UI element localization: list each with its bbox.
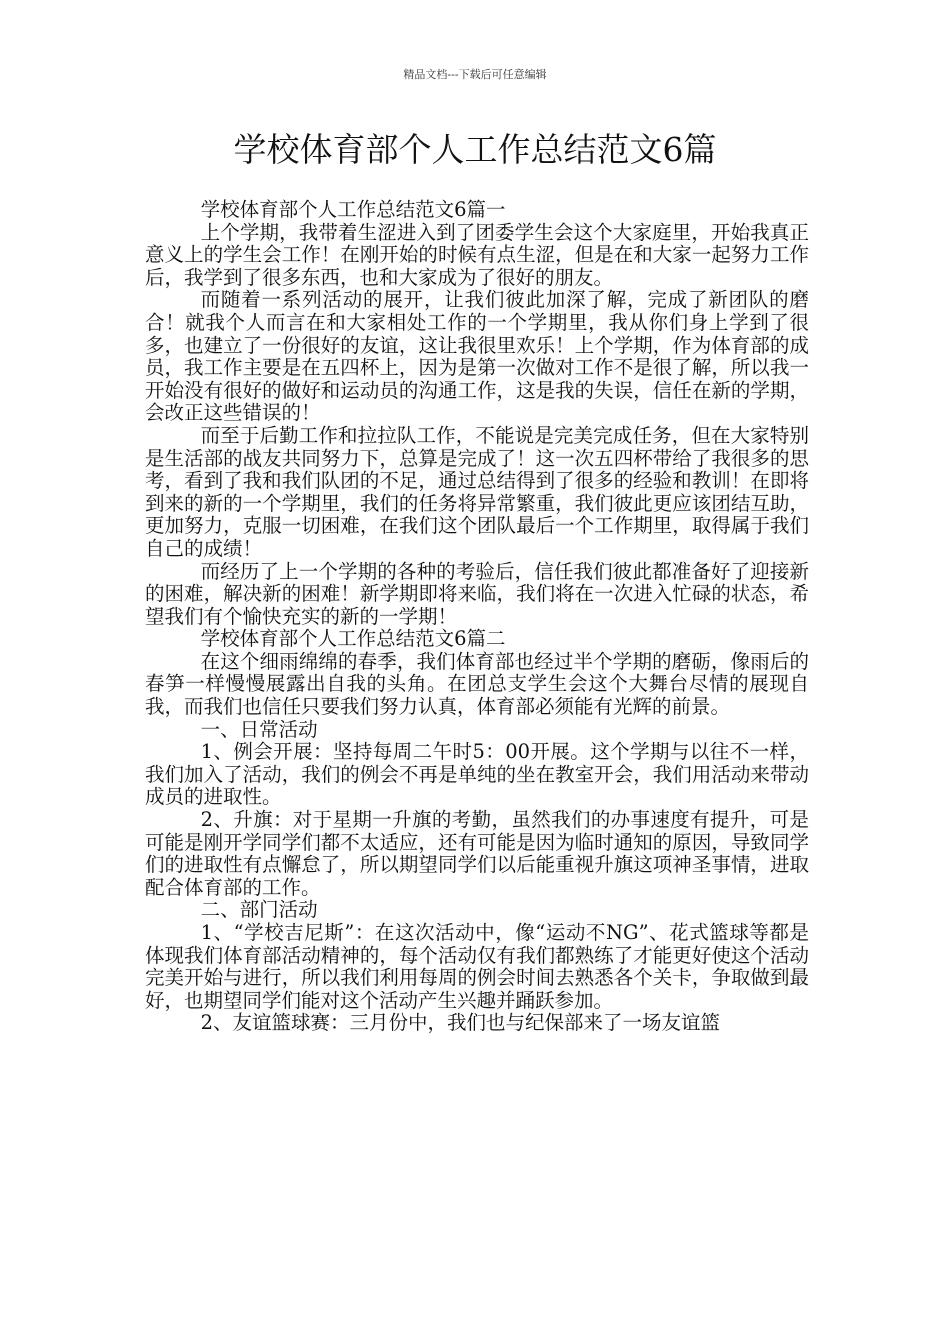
- document-body: [145, 199, 809, 1035]
- document-title: 学校体育部个人工作总结范文6篇: [233, 130, 717, 169]
- paragraph: 而随着一系列活动的展开，让我们彼此加深了解，完成了新团队的磨合！就我个人而言在和大家相处工作的一个学期里，我从你们身上学到了很多，也建立了一份很好的友谊，这让我很里欢乐！上个学期，作为体育部的成员，我工作主要是在五四杯上，因为是第一次做对工作不是很了解，所以我一开始没有很好的做好和运动员的沟通工作，这是我的失误，信任在新的学期，会改正这些错误的！: [145, 288, 809, 425]
- subheading-daily-activities: 一、日常活动: [200, 717, 318, 741]
- subheading-department-activities: 二、部门活动: [200, 898, 318, 922]
- paragraph: 上个学期，我带着生涩进入到了团委学生会这个大家庭里，开始我真正意义上的学生会工作！在刚开始的时候有点生涩，但是在和大家一起努力工作后，我学到了很多东西，也和大家成为了很好的朋友。: [145, 220, 809, 289]
- paragraph: 而至于后勤工作和拉拉队工作，不能说是完美完成任务，但在大家特别是生活部的战友共同努力下，总算是完成了！这一次五四杯带给了我很多的思考，看到了我和我们队团的不足，通过总结得到了很多的经验和教训！在即将到来的新的一个学期里，我们的任务将异常繁重，我们彼此更应该团结互助，更加努力，克服一切困难，在我们这个团队最后一个工作期里，取得属于我们自己的成绩！: [145, 423, 809, 560]
- paragraph: 而经历了上一个学期的各种的考验后，信任我们彼此都准备好了迎接新的困难，解决新的困难！新学期即将来临，我们将在一次进入忙碌的状态，希望我们有个愉快充实的新的一学期！: [145, 559, 809, 628]
- paragraph: 2、升旗：对于星期一升旗的考勤，虽然我们的办事速度有提升，可是可能是刚开学同学们都不太适应，还有可能是因为临时通知的原因，导致同学们的进取性有点懈怠了，所以期望同学们以后能重视升旗这项神圣事情，进取配合体育部的工作。: [145, 808, 809, 899]
- section-heading-2: 学校体育部个人工作总结范文6篇二: [200, 627, 506, 651]
- paragraph: 在这个细雨绵绵的春季，我们体育部也经过半个学期的磨砺，像雨后的春笋一样慢慢展露出自我的头角。在团总支学生会这个大舞台尽情的展现自我，而我们也信任只要我们努力认真，体育部必须能有光辉的前景。: [145, 649, 809, 719]
- paragraph: 1、“学校吉尼斯”：在这次活动中，像“运动不NG”、花式篮球等都是体现我们体育部活动精神的，每个活动仅有我们都熟练了才能更好使这个活动完美开始与进行，所以我们利用每周的例会时间去熟悉各个关卡，争取做到最好，也期望同学们能对这个活动产生兴趣并踊跃参加。: [145, 921, 809, 1012]
- section-heading-1: 学校体育部个人工作总结范文6篇一: [200, 198, 506, 221]
- paragraph: 2、友谊篮球赛：三月份中，我们也与纪保部来了一场友谊篮: [200, 1011, 720, 1035]
- paragraph: 1、例会开展：坚持每周二午时5：00开展。这个学期与以往不一样，我们加入了活动，我们的例会不再是单纯的坐在教室开会，我们用活动来带动成员的进取性。: [145, 740, 809, 809]
- header-note: 精品文档---下载后可任意编辑: [403, 68, 547, 81]
